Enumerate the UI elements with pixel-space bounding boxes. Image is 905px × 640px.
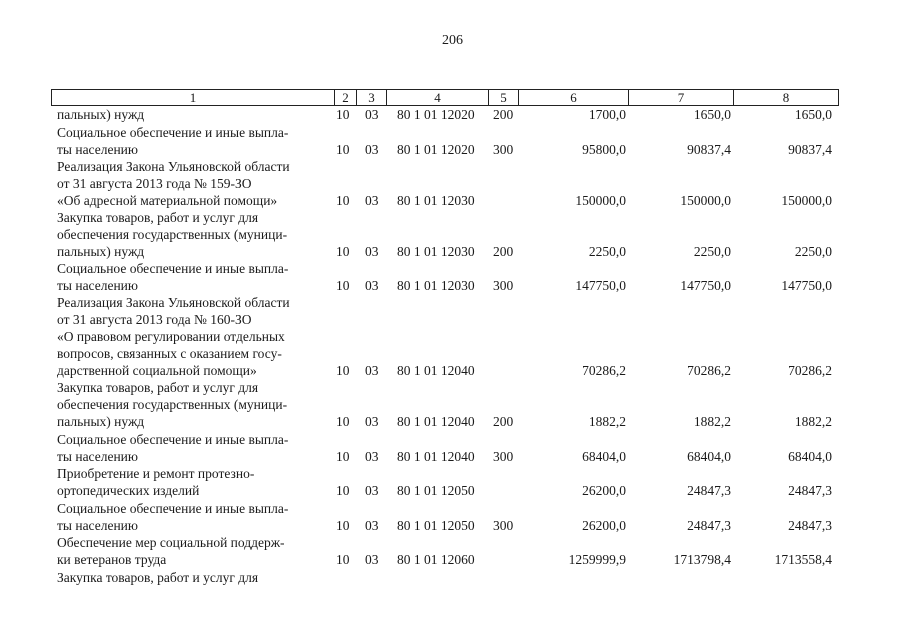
row-description-line: пальных) нужд [57, 414, 145, 429]
cell-subsection: 03 [365, 107, 379, 122]
cell-amount-col6: 147750,0 [575, 278, 626, 293]
cell-amount-col7: 1713798,4 [673, 552, 731, 567]
cell-section: 10 [336, 552, 350, 567]
cell-target-code: 80 1 01 12060 [397, 552, 475, 567]
cell-subsection: 03 [365, 244, 379, 259]
cell-amount-col6: 95800,0 [582, 142, 626, 157]
header-cell-6: 6 [518, 90, 628, 105]
row-description-line: Закупка товаров, работ и услуг для [57, 570, 259, 585]
row-description-line: вопросов, связанных с оказанием госу- [57, 346, 282, 361]
cell-subsection: 03 [365, 483, 379, 498]
row-description-line: Обеспечение мер социальной поддерж- [57, 535, 285, 550]
row-description-line: дарственной социальной помощи» [57, 363, 257, 378]
cell-target-code: 80 1 01 12040 [397, 363, 475, 378]
header-cell-3: 3 [356, 90, 386, 105]
cell-subsection: 03 [365, 449, 379, 464]
row-description-line: обеспечения государственных (муници- [57, 227, 288, 242]
cell-section: 10 [336, 244, 350, 259]
table-header-row [51, 89, 839, 106]
cell-expense-type: 300 [493, 142, 514, 157]
row-description-line: от 31 августа 2013 года № 160-ЗО [57, 312, 252, 327]
cell-amount-col6: 2250,0 [588, 244, 626, 259]
cell-section: 10 [336, 278, 350, 293]
row-description-line: пальных) нужд [57, 244, 145, 259]
cell-target-code: 80 1 01 12050 [397, 483, 475, 498]
row-description-line: ты населению [57, 449, 138, 464]
cell-target-code: 80 1 01 12030 [397, 193, 475, 208]
cell-amount-col7: 90837,4 [687, 142, 731, 157]
row-description-line: Социальное обеспечение и иные выпла- [57, 501, 289, 516]
cell-target-code: 80 1 01 12030 [397, 244, 475, 259]
cell-section: 10 [336, 449, 350, 464]
cell-amount-col6: 150000,0 [575, 193, 626, 208]
cell-amount-col8: 68404,0 [788, 449, 832, 464]
cell-target-code: 80 1 01 12020 [397, 142, 475, 157]
cell-amount-col8: 24847,3 [788, 483, 832, 498]
cell-amount-col6: 1882,2 [588, 414, 626, 429]
cell-amount-col6: 1259999,9 [568, 552, 626, 567]
cell-amount-col8: 147750,0 [781, 278, 832, 293]
row-description-line: «Об адресной материальной помощи» [57, 193, 278, 208]
cell-target-code: 80 1 01 12040 [397, 414, 475, 429]
cell-amount-col7: 68404,0 [687, 449, 731, 464]
row-description-line: Закупка товаров, работ и услуг для [57, 380, 259, 395]
cell-expense-type: 200 [493, 244, 514, 259]
row-description-line: Социальное обеспечение и иные выпла- [57, 261, 289, 276]
cell-expense-type: 200 [493, 107, 514, 122]
row-description-line: ты населению [57, 142, 138, 157]
row-description-line: Реализация Закона Ульяновской области [57, 295, 290, 310]
cell-section: 10 [336, 363, 350, 378]
header-cell-8: 8 [733, 90, 838, 105]
row-description-line: Закупка товаров, работ и услуг для [57, 210, 259, 225]
cell-amount-col7: 147750,0 [680, 278, 731, 293]
cell-expense-type: 300 [493, 518, 514, 533]
cell-amount-col7: 1650,0 [693, 107, 731, 122]
cell-target-code: 80 1 01 12020 [397, 107, 475, 122]
page-number: 206 [442, 33, 463, 48]
cell-amount-col8: 2250,0 [794, 244, 832, 259]
cell-amount-col7: 24847,3 [687, 518, 731, 533]
row-description-line: Реализация Закона Ульяновской области [57, 159, 290, 174]
cell-section: 10 [336, 414, 350, 429]
cell-amount-col6: 26200,0 [582, 518, 626, 533]
cell-amount-col8: 150000,0 [781, 193, 832, 208]
cell-subsection: 03 [365, 363, 379, 378]
cell-expense-type: 300 [493, 449, 514, 464]
cell-amount-col7: 2250,0 [693, 244, 731, 259]
header-cell-5: 5 [488, 90, 518, 105]
row-description-line: ты населению [57, 518, 138, 533]
cell-amount-col8: 1882,2 [794, 414, 832, 429]
cell-subsection: 03 [365, 142, 379, 157]
cell-section: 10 [336, 483, 350, 498]
cell-amount-col7: 150000,0 [680, 193, 731, 208]
cell-amount-col6: 26200,0 [582, 483, 626, 498]
cell-amount-col7: 1882,2 [693, 414, 731, 429]
cell-expense-type: 300 [493, 278, 514, 293]
cell-amount-col7: 70286,2 [687, 363, 731, 378]
cell-amount-col8: 90837,4 [788, 142, 832, 157]
cell-amount-col8: 70286,2 [788, 363, 832, 378]
header-cell-1: 1 [189, 90, 197, 105]
cell-expense-type: 200 [493, 414, 514, 429]
cell-amount-col6: 70286,2 [582, 363, 626, 378]
row-description-line: ортопедических изделий [57, 483, 200, 498]
header-cell-7: 7 [628, 90, 733, 105]
header-cell-2: 2 [334, 90, 356, 105]
row-description-line: Приобретение и ремонт протезно- [57, 466, 255, 481]
row-description-line: ки ветеранов труда [57, 552, 167, 567]
cell-subsection: 03 [365, 193, 379, 208]
row-description-line: пальных) нужд [57, 107, 145, 122]
cell-section: 10 [336, 518, 350, 533]
cell-section: 10 [336, 193, 350, 208]
cell-amount-col7: 24847,3 [687, 483, 731, 498]
cell-section: 10 [336, 142, 350, 157]
row-description-line: «О правовом регулировании отдельных [57, 329, 285, 344]
row-description-line: Социальное обеспечение и иные выпла- [57, 432, 289, 447]
row-description-line: от 31 августа 2013 года № 159-ЗО [57, 176, 252, 191]
cell-subsection: 03 [365, 414, 379, 429]
cell-target-code: 80 1 01 12050 [397, 518, 475, 533]
cell-amount-col8: 1650,0 [794, 107, 832, 122]
cell-target-code: 80 1 01 12030 [397, 278, 475, 293]
cell-subsection: 03 [365, 278, 379, 293]
header-cell-4: 4 [386, 90, 488, 105]
row-description-line: Социальное обеспечение и иные выпла- [57, 125, 289, 140]
row-description-line: ты населению [57, 278, 138, 293]
cell-section: 10 [336, 107, 350, 122]
cell-amount-col8: 1713558,4 [774, 552, 832, 567]
cell-subsection: 03 [365, 552, 379, 567]
cell-subsection: 03 [365, 518, 379, 533]
cell-target-code: 80 1 01 12040 [397, 449, 475, 464]
cell-amount-col6: 68404,0 [582, 449, 626, 464]
cell-amount-col6: 1700,0 [588, 107, 626, 122]
cell-amount-col8: 24847,3 [788, 518, 832, 533]
row-description-line: обеспечения государственных (муници- [57, 397, 288, 412]
